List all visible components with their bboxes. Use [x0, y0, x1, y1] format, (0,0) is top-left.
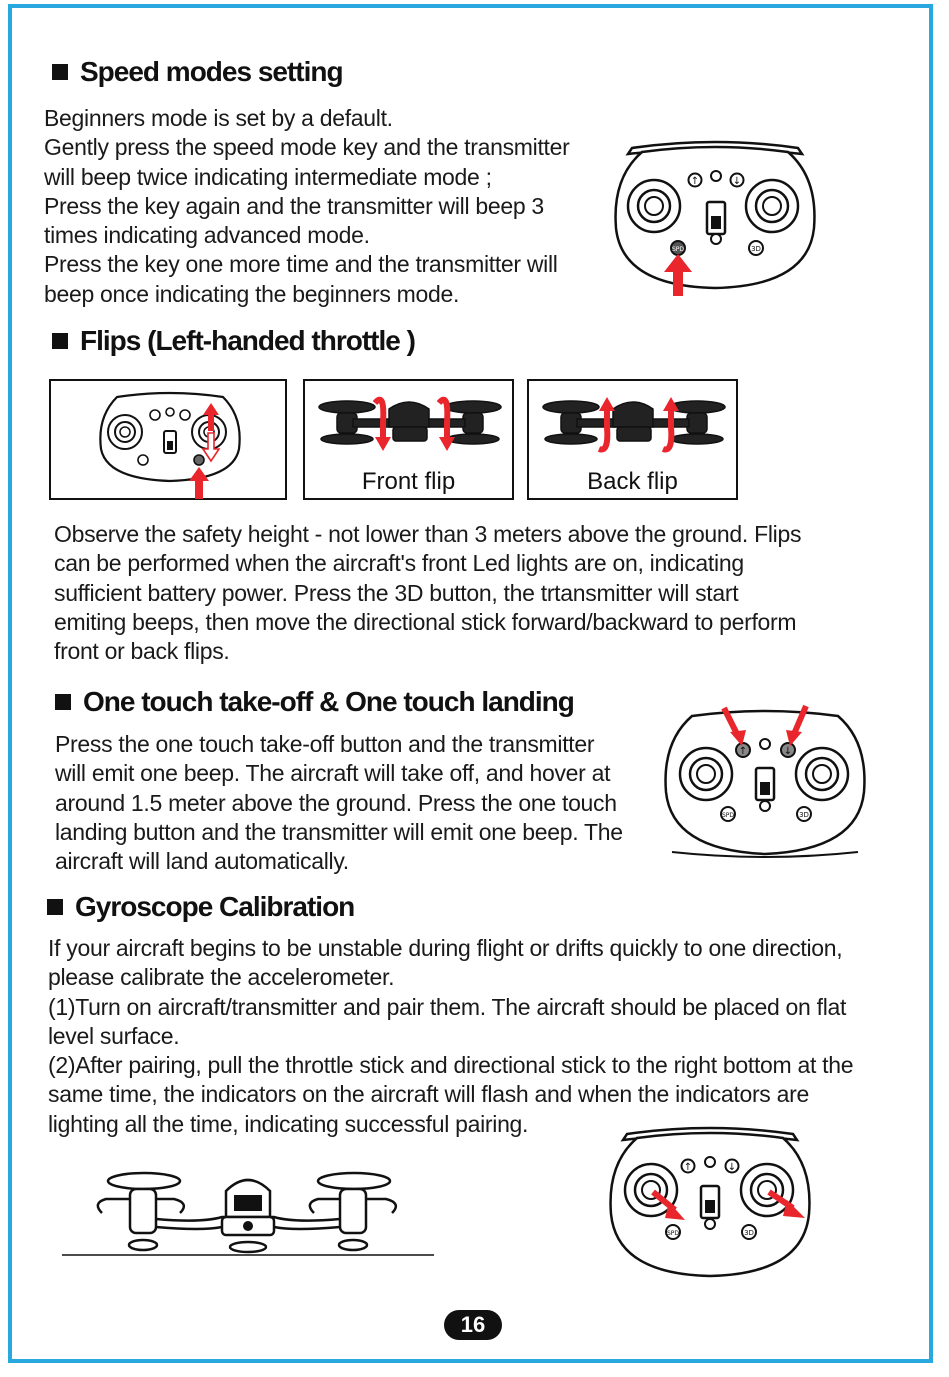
front-flip-box: [303, 379, 514, 500]
land-button-icon: [781, 743, 795, 757]
flips-title: Flips (Left-handed throttle ): [80, 325, 415, 356]
speed-modes-title: Speed modes setting: [80, 56, 343, 87]
led-icon: [166, 408, 174, 416]
flip-button-icon: [749, 241, 763, 255]
flips-text: [54, 520, 801, 666]
text-line: Beginners mode is set by a default.: [44, 105, 393, 131]
text-line: emiting beeps, then move the directional stick forward/backward to perform: [54, 608, 797, 635]
flip-button-icon: [194, 455, 204, 465]
text-line: times indicating advanced mode.: [44, 222, 370, 249]
text-line: If your aircraft begins to be unstable during flight or drifts quickly to one direction,: [48, 935, 843, 961]
speed-button-icon: [138, 455, 148, 465]
led-icon: [711, 171, 721, 181]
text-line: landing button and the transmitter will emit one beep. The: [55, 818, 623, 845]
flip-remote-box: [49, 379, 287, 500]
svg-text:SPD: SPD: [666, 1230, 680, 1237]
svg-text:3D: 3D: [799, 811, 809, 819]
svg-text:3D: 3D: [751, 245, 761, 253]
flip-button-icon: [797, 807, 811, 821]
text-line: Press the key again and the transmitter will beep 3: [44, 192, 544, 219]
text-line: same time, the indicators on the aircraft will flash and when the indicators are: [48, 1081, 809, 1108]
flip-button-icon: [742, 1225, 756, 1239]
takeoff-button-icon: [689, 174, 702, 188]
remote-flip-illustration: [95, 387, 245, 502]
svg-text:↓: ↓: [783, 746, 793, 757]
speed-modes-heading: [52, 56, 343, 88]
land-button-icon: [180, 410, 190, 420]
svg-text:SPD: SPD: [721, 812, 735, 819]
text-line: (2)After pairing, pull the throttle stick and directional stick to the right bottom at the: [48, 1052, 854, 1079]
text-line: Press the key one more time and the transmitter will: [44, 251, 558, 278]
svg-text:↑: ↑: [683, 1162, 693, 1173]
led-icon: [760, 739, 770, 749]
gyro-text: [48, 934, 853, 1139]
text-line: please calibrate the accelerometer.: [48, 964, 395, 991]
bullet-square-icon: [55, 694, 71, 710]
speed-button-icon: [671, 241, 685, 255]
front-flip-label: Front flip: [361, 468, 456, 495]
land-button-icon: [726, 1160, 739, 1174]
back-flip-label: Back flip: [587, 468, 678, 495]
text-line: front or back flips.: [54, 638, 230, 665]
gyro-heading: [47, 891, 354, 923]
bullet-square-icon: [52, 333, 68, 349]
svg-text:SPD: SPD: [671, 246, 685, 253]
remote-speed-illustration: [612, 138, 818, 298]
svg-text:3D: 3D: [744, 1229, 754, 1237]
svg-text:↓: ↓: [732, 176, 742, 187]
text-line: Press the one touch take-off button and the transmitter: [55, 731, 595, 757]
text-line: will beep twice indicating intermediate mode ;: [44, 163, 492, 190]
speed-button-icon: [721, 807, 735, 821]
speed-modes-text: [44, 104, 569, 309]
text-line: Observe the safety height - not lower than 3 meters above the ground. Flips: [54, 521, 802, 547]
one-touch-heading: [55, 686, 574, 718]
svg-text:↑: ↑: [738, 746, 748, 757]
bullet-square-icon: [47, 899, 63, 915]
text-line: around 1.5 meter above the ground. Press the one touch: [55, 789, 617, 816]
one-touch-text: [55, 730, 623, 876]
one-touch-title: One touch take-off & One touch landing: [83, 686, 574, 717]
svg-text:↓: ↓: [727, 1162, 737, 1173]
power-switch-icon: [164, 431, 176, 453]
bullet-square-icon: [52, 64, 68, 80]
svg-text:↑: ↑: [690, 176, 700, 187]
takeoff-button-icon: [150, 410, 160, 420]
text-line: Gently press the speed mode key and the transmitter: [44, 134, 570, 161]
led-icon: [705, 1157, 715, 1167]
text-line: beep once indicating the beginners mode.: [44, 280, 460, 307]
land-button-icon: [731, 174, 744, 188]
text-line: can be performed when the aircraft's front Led lights are on, indicating: [54, 550, 744, 577]
takeoff-button-icon: [682, 1160, 695, 1174]
speed-button-icon: [666, 1225, 680, 1239]
remote-takeoff-illustration: [662, 702, 868, 862]
text-line: lighting all the time, indicating successful pairing.: [48, 1110, 529, 1137]
remote-calibration-illustration: [607, 1124, 813, 1284]
text-line: level surface.: [48, 1022, 180, 1049]
takeoff-button-icon: [736, 743, 750, 757]
back-flip-box: [527, 379, 738, 500]
drone-flat-surface-illustration: [62, 1165, 434, 1257]
flips-heading: [52, 325, 415, 357]
text-line: aircraft will land automatically.: [55, 848, 349, 875]
gyro-title: Gyroscope Calibration: [75, 891, 355, 922]
front-flip-drone-icon: [313, 393, 505, 455]
page-number: 16: [444, 1310, 502, 1340]
text-line: (1)Turn on aircraft/transmitter and pair them. The aircraft should be placed on flat: [48, 993, 847, 1020]
back-flip-drone-icon: [537, 393, 729, 455]
text-line: will emit one beep. The aircraft will take off, and hover at: [55, 760, 611, 787]
text-line: sufficient battery power. Press the 3D button, the trtansmitter will start: [54, 579, 739, 606]
